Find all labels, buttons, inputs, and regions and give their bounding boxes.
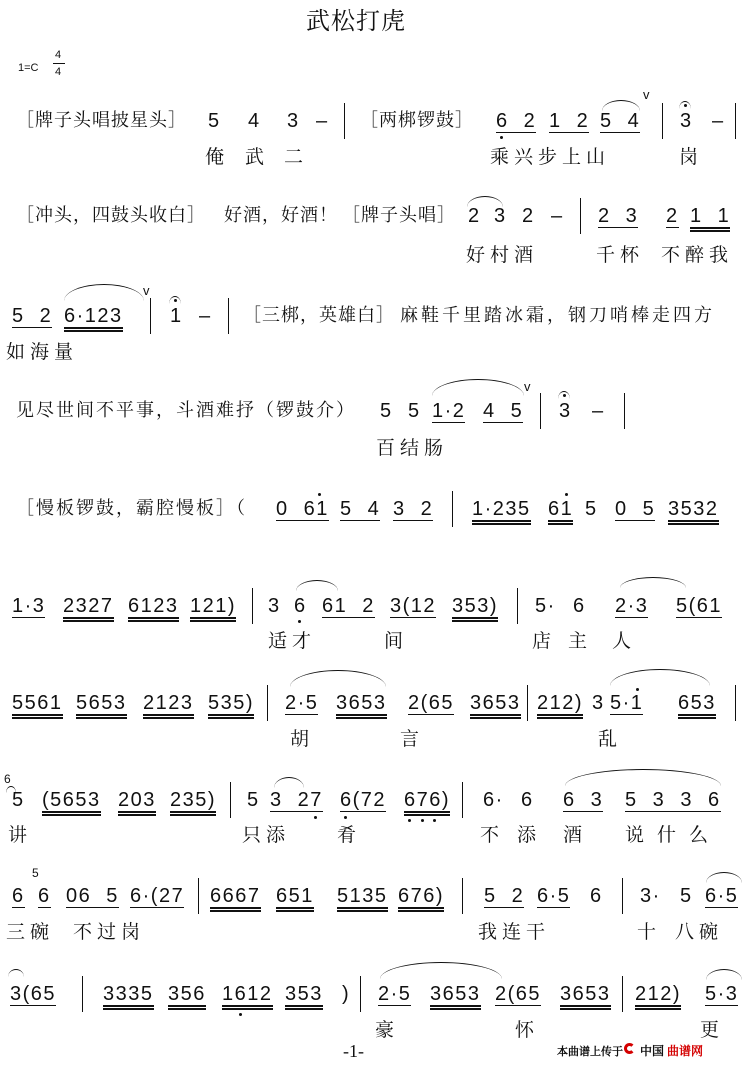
note-group: 5(61: [676, 595, 723, 617]
page-number: -1-: [343, 1041, 364, 1061]
note-group: 5653: [76, 692, 127, 719]
lyric: 酒: [563, 824, 588, 846]
note-extension: –: [199, 305, 212, 327]
note-group: 1·2: [432, 400, 466, 422]
barline: [622, 878, 623, 914]
lyric: 适才: [268, 630, 317, 652]
octave-dot: [314, 816, 317, 819]
note-group: 653: [678, 692, 716, 719]
lyric: 千杯: [596, 244, 645, 266]
note-group: 235): [170, 789, 216, 816]
slur: [565, 769, 721, 786]
slur: [602, 100, 640, 111]
grace-note: 6: [4, 772, 11, 786]
note: 6: [590, 885, 603, 907]
note-group: 6·5: [705, 885, 739, 907]
note-group: 0 5: [615, 498, 656, 520]
note: 2: [666, 205, 679, 227]
lyric: 添: [517, 824, 542, 846]
barline: [228, 298, 229, 334]
note-group: 3653: [336, 692, 387, 719]
lyric: 我连干: [478, 921, 551, 943]
barline: [230, 782, 231, 818]
note-extension: –: [712, 110, 725, 132]
lyric: 胡: [290, 728, 315, 750]
fermata-mark: [169, 296, 181, 304]
note-group: 3653: [470, 692, 521, 719]
lyric: 如海量: [6, 341, 79, 363]
note: 3: [268, 595, 281, 617]
octave-dot: [318, 493, 321, 496]
performance-direction: ［牌子头唱披星头］: [16, 110, 187, 131]
note-group: (5653: [42, 789, 101, 816]
lyric: 岗: [679, 146, 704, 168]
site-logo-text: 中国: [640, 1044, 665, 1058]
barline: [82, 976, 83, 1012]
note-group: 5 2: [12, 305, 53, 327]
slur: [8, 969, 24, 977]
note-group: 535): [208, 692, 254, 719]
note-group: 0 61: [276, 498, 329, 520]
grace-note: 5: [32, 866, 39, 880]
note-group: 6667: [210, 885, 261, 912]
time-signature-line: [53, 63, 65, 64]
barline: [540, 393, 541, 429]
note-group: 212): [537, 692, 583, 719]
performance-direction: ［冲头，四鼓头收白］: [16, 205, 206, 226]
note-group: 3653: [430, 983, 481, 1010]
lyric: 好村酒: [466, 244, 539, 266]
barline: [452, 491, 453, 527]
note-group: 356: [168, 983, 206, 1010]
note-group: 6123: [128, 595, 179, 622]
note-group: 2(65: [408, 692, 455, 714]
note-group: 676): [404, 789, 450, 816]
lyric: 百结肠: [376, 437, 449, 459]
octave-dot: [344, 816, 347, 819]
note: 5: [380, 400, 393, 422]
barline: [462, 878, 463, 914]
barline: [267, 685, 268, 721]
fermata-mark: [679, 101, 691, 109]
note-group: 5 3 3 6: [625, 789, 721, 811]
note-group: 6 2: [496, 110, 537, 132]
note-group: 353: [285, 983, 323, 1010]
site-logo-icon: [624, 1043, 635, 1054]
barline: [580, 198, 581, 234]
note-group: 6·(27: [130, 885, 185, 907]
lyric: 不醉我: [661, 244, 734, 266]
note: 6·: [483, 789, 504, 811]
note-group: 4 5: [483, 400, 524, 422]
fermata-mark: [558, 391, 570, 399]
note-group: 1 2: [549, 110, 590, 132]
note-group: 2 3: [598, 205, 639, 227]
note-group: 676): [398, 885, 444, 912]
slur: [610, 669, 710, 686]
note: 5: [585, 498, 598, 520]
note-extension: –: [592, 400, 605, 422]
note: 3: [287, 110, 300, 132]
note: 6: [294, 595, 307, 617]
bracket-close: ): [342, 983, 351, 1005]
lyric: 俺: [205, 146, 230, 168]
note: 6: [38, 885, 51, 907]
note-group: 61: [548, 498, 573, 525]
slur: [64, 284, 144, 301]
slur: [706, 969, 742, 980]
note-group: 2123: [143, 692, 194, 719]
breath-mark: v: [524, 379, 531, 394]
note-group: 1612: [222, 983, 273, 1010]
note-group: 3532: [668, 498, 719, 525]
barline: [252, 588, 253, 624]
note: 2: [468, 205, 481, 227]
slur: [432, 379, 524, 396]
note-group: 6 3: [563, 789, 604, 811]
note: 3: [680, 110, 693, 132]
note-group: 1·235: [472, 498, 531, 525]
octave-dot: [500, 136, 503, 139]
note: 3: [559, 400, 572, 422]
barline: [462, 782, 463, 818]
note: 5·: [535, 595, 556, 617]
lyric: 二: [284, 146, 309, 168]
score-title: 武松打虎: [306, 7, 406, 35]
breath-mark: v: [143, 283, 150, 298]
lyric: 不过岗: [73, 921, 146, 943]
note-group: 6·123: [64, 305, 123, 332]
lyric: 豪: [375, 1019, 400, 1041]
lyric: 讲: [8, 824, 33, 846]
note-extension: –: [551, 205, 564, 227]
barline: [735, 103, 736, 139]
lyric: 只添: [242, 824, 291, 846]
barline: [662, 103, 663, 139]
slur: [290, 670, 386, 687]
note-group: 212): [635, 983, 681, 1010]
note-group: 2·5: [378, 983, 412, 1005]
slur: [706, 872, 742, 883]
lyric: 言: [400, 728, 425, 750]
barline: [517, 588, 518, 624]
note-group: 5135: [337, 885, 388, 912]
lyric: 武: [245, 146, 270, 168]
note-group: 2327: [63, 595, 114, 622]
note: 6: [573, 595, 586, 617]
note-group: 2(65: [495, 983, 542, 1005]
note-group: 5 2: [484, 885, 525, 907]
note: 6: [12, 885, 25, 907]
octave-dot: [433, 819, 436, 822]
key-signature: 1=C: [18, 62, 39, 74]
note-group: 5·1: [610, 692, 644, 714]
barline: [735, 685, 736, 721]
lyric: 乱: [598, 728, 623, 750]
note-group: 5 4: [340, 498, 381, 520]
spoken-text: 麻鞋千里踏冰霜，钢刀哨棒走四方: [400, 305, 715, 326]
barline: [527, 685, 528, 721]
note-group: 203: [118, 789, 156, 816]
note: 3: [494, 205, 507, 227]
note: 5: [680, 885, 693, 907]
note-extension: –: [316, 110, 329, 132]
barline: [622, 976, 623, 1012]
note-group: 6·5: [537, 885, 571, 907]
barline: [150, 298, 151, 334]
spoken-text: 见尽世间不平事，斗酒难抒（锣鼓介）: [16, 400, 356, 421]
time-signature-denominator: 4: [55, 66, 62, 78]
lyric: 肴: [337, 824, 362, 846]
slur: [296, 580, 338, 591]
lyric: 怀: [515, 1019, 540, 1041]
time-signature-numerator: 4: [55, 49, 62, 61]
performance-direction: ［两梆锣鼓］: [360, 110, 474, 131]
performance-direction: ［三梆，英雄白］: [243, 305, 395, 326]
lyric: 乘兴步上山: [490, 146, 611, 168]
note: 5: [408, 400, 421, 422]
note-group: 1·3: [12, 595, 46, 617]
note-group: 6(72: [340, 789, 387, 811]
octave-dot: [408, 819, 411, 822]
note-group: 2·3: [615, 595, 649, 617]
lyric: 八碗: [675, 921, 724, 943]
barline: [344, 103, 345, 139]
note: 5: [208, 110, 221, 132]
note-group: 5 4: [600, 110, 641, 132]
note: 5: [247, 789, 260, 811]
barline: [624, 393, 625, 429]
performance-direction: ［牌子头唱］: [342, 205, 456, 226]
note-group: 5·3: [705, 983, 739, 1005]
note-group: 3653: [560, 983, 611, 1010]
lyric: 说什么: [625, 824, 722, 846]
note-group: 3335: [103, 983, 154, 1010]
note: 3: [592, 692, 605, 714]
breath-mark: v: [643, 87, 650, 102]
barline: [198, 878, 199, 914]
lyric: 店: [532, 630, 557, 652]
lyric: 十: [637, 921, 662, 943]
performance-direction: ［慢板锣鼓，霸腔慢板］（: [16, 498, 247, 519]
note-group: 1 1: [690, 205, 730, 232]
slur: [620, 577, 686, 588]
note-group: 3 2: [393, 498, 434, 520]
upload-note: 本曲谱上传于: [557, 1045, 623, 1058]
spoken-text: 好酒，好酒！: [224, 205, 338, 226]
note: 1: [170, 305, 183, 327]
note: 4: [248, 110, 261, 132]
note-group: 651: [276, 885, 314, 912]
octave-dot: [239, 1013, 242, 1016]
slur: [380, 962, 502, 979]
lyric: 不: [480, 824, 505, 846]
note-group: 5561: [12, 692, 63, 719]
note-group: 121): [190, 595, 236, 622]
slur: [274, 777, 304, 788]
site-logo-text: 曲谱网: [667, 1044, 704, 1058]
note-group: 61 2: [322, 595, 375, 617]
note-group: 2·5: [285, 692, 319, 714]
note-group: 06 5: [66, 885, 119, 907]
note-group: 3 27: [270, 789, 323, 811]
note: 5: [12, 789, 25, 811]
lyric: 人: [612, 630, 637, 652]
octave-dot: [565, 493, 568, 496]
lyric: 更: [700, 1019, 725, 1041]
note-group: 353): [452, 595, 498, 622]
lyric: 三碗: [6, 921, 55, 943]
octave-dot: [421, 819, 424, 822]
note: 2: [522, 205, 535, 227]
note: 3·: [640, 885, 661, 907]
octave-dot: [636, 688, 639, 691]
note-group: 3(65: [10, 983, 57, 1005]
note: 6: [521, 789, 534, 811]
note-group: 3(12: [390, 595, 437, 617]
lyric: 间: [384, 630, 409, 652]
lyric: 主: [568, 630, 593, 652]
octave-dot: [298, 620, 301, 623]
barline: [360, 976, 361, 1012]
